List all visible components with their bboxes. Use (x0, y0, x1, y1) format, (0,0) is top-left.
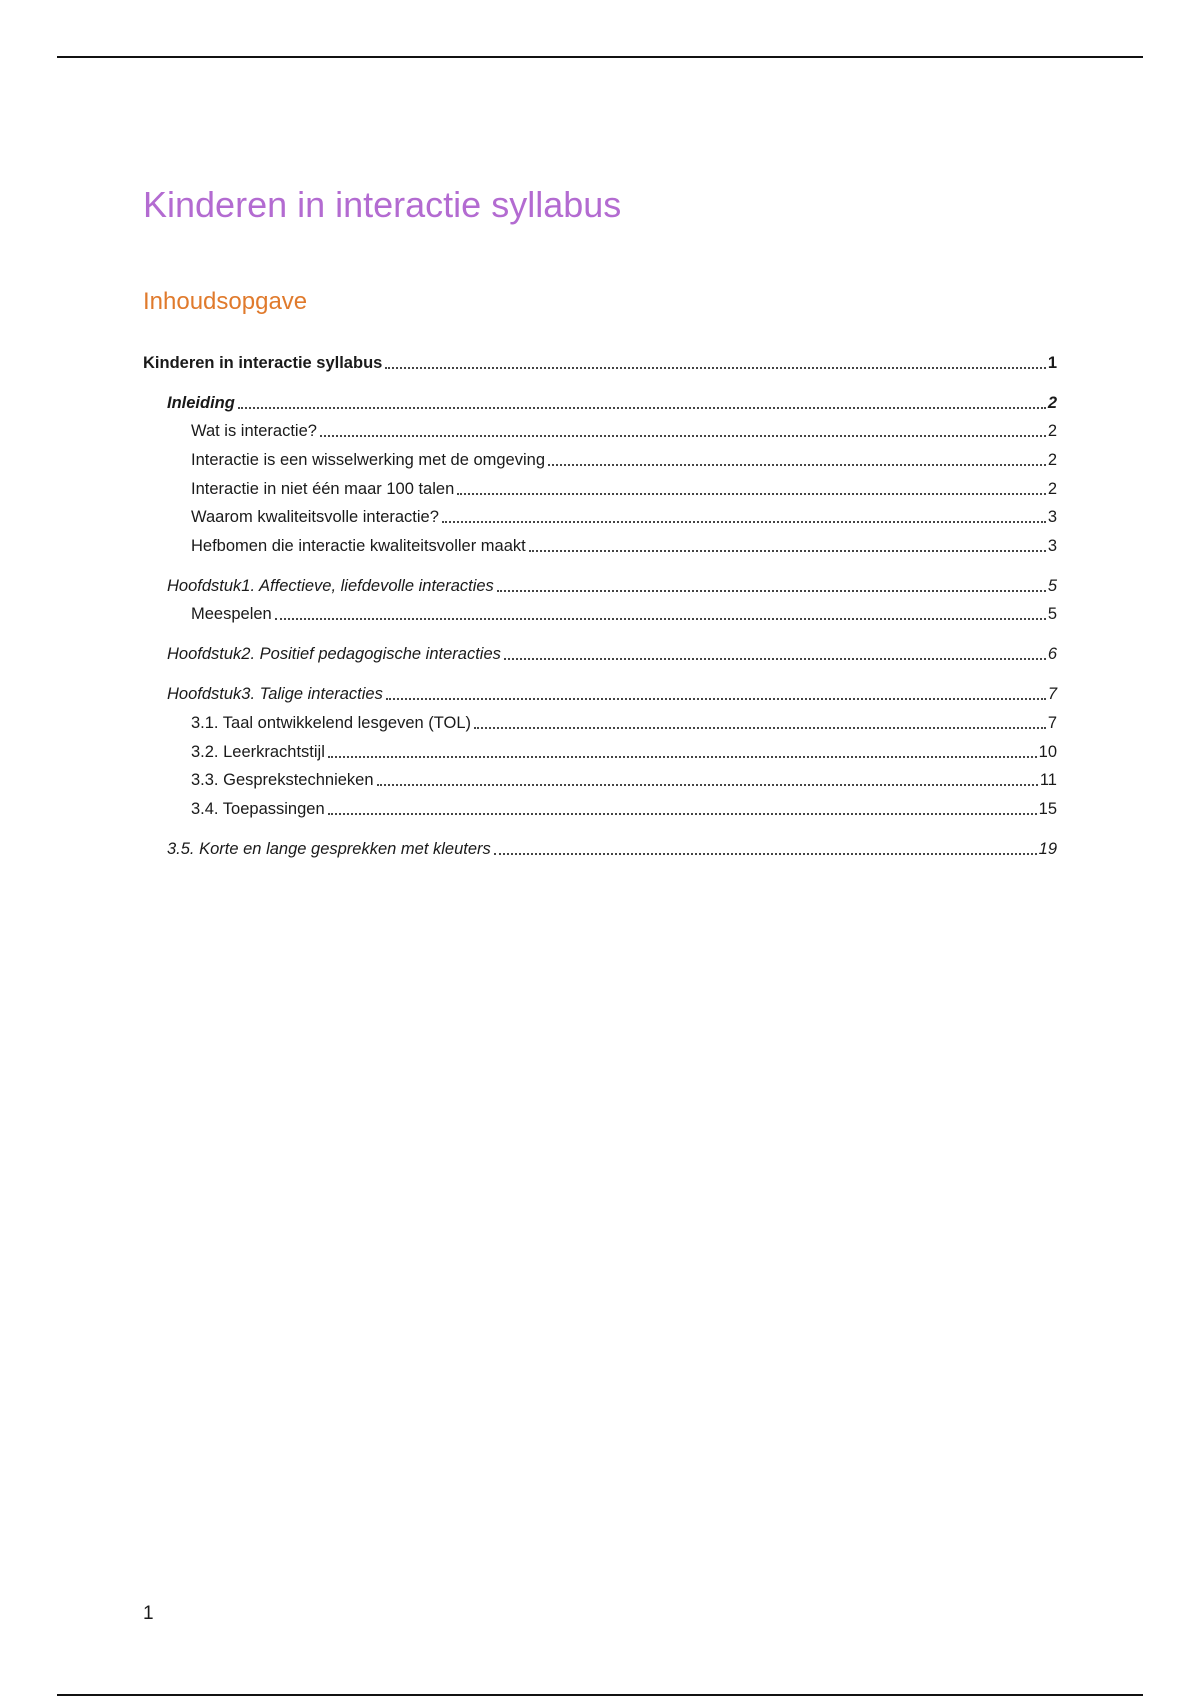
toc-entry-page: 1 (1047, 354, 1057, 372)
toc-entry[interactable] (191, 739, 1057, 763)
toc-dot-leader (494, 853, 1037, 855)
toc-entry-title: Interactie in niet één maar 100 talen (191, 480, 455, 498)
toc-entry[interactable] (191, 476, 1057, 500)
toc-dot-leader (386, 698, 1046, 700)
toc-dot-leader (474, 727, 1046, 729)
toc-entry-title: Hoofdstuk3. Talige interacties (167, 685, 383, 703)
toc-dot-leader (529, 550, 1046, 552)
toc-dot-leader (238, 407, 1046, 409)
toc-entry[interactable] (191, 418, 1057, 442)
toc-entry[interactable] (191, 767, 1057, 791)
toc-entry[interactable] (167, 390, 1057, 414)
header-rule (57, 56, 1143, 58)
toc-entry[interactable] (167, 573, 1057, 597)
toc-entry-page: 7 (1047, 714, 1057, 732)
toc-entry-title: 3.1. Taal ontwikkelend lesgeven (TOL) (191, 714, 472, 732)
toc-dot-leader (275, 618, 1046, 620)
toc-entry-title: Wat is interactie? (191, 422, 317, 440)
toc-entry[interactable] (167, 681, 1057, 705)
toc-dot-leader (328, 813, 1037, 815)
toc-dot-leader (442, 521, 1046, 523)
toc-heading: Inhoudsopgave (143, 288, 308, 315)
toc-entry-page: 2 (1047, 480, 1057, 498)
toc-entry-title: Kinderen in interactie syllabus (143, 354, 383, 372)
toc-entry-page: 7 (1047, 685, 1057, 703)
toc-dot-leader (385, 367, 1045, 369)
toc-entry-page: 3 (1047, 508, 1057, 526)
toc-dot-leader (504, 658, 1046, 660)
toc-dot-leader (320, 435, 1046, 437)
toc-entry-page: 5 (1047, 577, 1057, 595)
toc-entry-title: Hoofdstuk2. Positief pedagogische interacties (167, 645, 501, 663)
toc-entry-page: 3 (1047, 537, 1057, 555)
toc-entry-title: Meespelen (191, 605, 272, 623)
toc-entry[interactable] (191, 533, 1057, 557)
toc-entry[interactable] (167, 641, 1057, 665)
toc-entry-page: 11 (1039, 771, 1057, 789)
toc-entry-page: 2 (1047, 422, 1057, 440)
toc-entry-title: 3.5. Korte en lange gesprekken met kleuters (167, 840, 491, 858)
toc-entry-title: Interactie is een wisselwerking met de omgeving (191, 451, 546, 469)
toc-entry[interactable] (191, 796, 1057, 820)
toc-entry[interactable] (143, 350, 1057, 374)
toc-entry-page: 19 (1038, 840, 1057, 858)
toc-entry-title: Inleiding (167, 394, 235, 412)
toc-entry-title: 3.4. Toepassingen (191, 800, 325, 818)
footer-rule (57, 1694, 1143, 1696)
toc-entry-page: 6 (1047, 645, 1057, 663)
toc-entry[interactable] (167, 836, 1057, 860)
toc-entry-page: 5 (1047, 605, 1057, 623)
toc-entry[interactable] (191, 710, 1057, 734)
toc-dot-leader (497, 590, 1046, 592)
toc-entry-title: 3.3. Gesprekstechnieken (191, 771, 374, 789)
toc-entry-page: 2 (1047, 394, 1057, 412)
toc-entry-title: Hoofdstuk1. Affectieve, liefdevolle interacties (167, 577, 494, 595)
document-title: Kinderen in interactie syllabus (143, 184, 622, 225)
toc-entry-page: 10 (1038, 743, 1057, 761)
toc-entry-page: 2 (1047, 451, 1057, 469)
toc-entry-title: Hefbomen die interactie kwaliteitsvoller maakt (191, 537, 526, 555)
toc-dot-leader (377, 784, 1038, 786)
toc-dot-leader (457, 493, 1046, 495)
toc-entry[interactable] (191, 447, 1057, 471)
toc-entry-title: Waarom kwaliteitsvolle interactie? (191, 508, 439, 526)
toc-entry-page: 15 (1038, 800, 1057, 818)
toc-entry[interactable] (191, 601, 1057, 625)
toc-dot-leader (328, 756, 1037, 758)
toc-entry-title: 3.2. Leerkrachtstijl (191, 743, 325, 761)
toc-entry[interactable] (191, 504, 1057, 528)
toc-dot-leader (548, 464, 1046, 466)
page-number: 1 (143, 1603, 154, 1624)
